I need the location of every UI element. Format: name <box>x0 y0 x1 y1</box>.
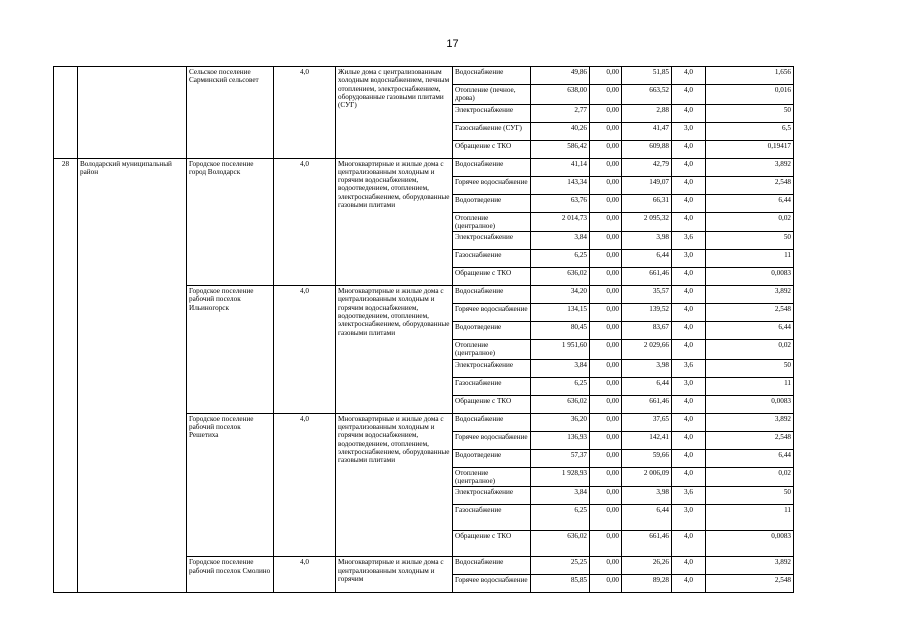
zero-value: 0,00 <box>590 85 622 105</box>
new-tariff-value: 26,26 <box>622 557 672 575</box>
service-cell: Обращение с ТКО <box>453 268 531 286</box>
district-cell <box>78 67 187 159</box>
new-tariff-value: 2 029,66 <box>622 340 672 360</box>
service-cell: Отопление (централное) <box>453 340 531 360</box>
service-cell: Водоснабжение <box>453 413 531 431</box>
tariff-value: 1 928,93 <box>531 467 590 487</box>
norm-value: 50 <box>706 359 794 377</box>
service-cell: Водоотведение <box>453 322 531 340</box>
index-cell: 4,0 <box>274 158 336 286</box>
new-tariff-value: 83,67 <box>622 322 672 340</box>
index-cell: 4,0 <box>274 413 336 557</box>
new-tariff-value: 41,47 <box>622 122 672 140</box>
percent-value: 4,0 <box>672 304 706 322</box>
service-cell: Электроснабжение <box>453 487 531 505</box>
percent-value: 4,0 <box>672 413 706 431</box>
percent-value: 4,0 <box>672 431 706 449</box>
percent-value: 4,0 <box>672 575 706 593</box>
percent-value: 4,0 <box>672 212 706 232</box>
tariff-value: 134,15 <box>531 304 590 322</box>
tariff-value: 6,25 <box>531 377 590 395</box>
zero-value: 0,00 <box>590 505 622 531</box>
percent-value: 4,0 <box>672 286 706 304</box>
service-cell: Горячее водоснабжение <box>453 304 531 322</box>
zero-value: 0,00 <box>590 286 622 304</box>
tariff-value: 6,25 <box>531 250 590 268</box>
zero-value: 0,00 <box>590 575 622 593</box>
service-cell: Электроснабжение <box>453 232 531 250</box>
tariff-table <box>53 66 794 593</box>
zero-value: 0,00 <box>590 158 622 176</box>
norm-value: 6,5 <box>706 122 794 140</box>
percent-value: 4,0 <box>672 531 706 557</box>
norm-value: 3,892 <box>706 557 794 575</box>
percent-value: 4,0 <box>672 176 706 194</box>
percent-value: 4,0 <box>672 104 706 122</box>
tariff-value: 136,93 <box>531 431 590 449</box>
service-cell: Газоснабжение <box>453 505 531 531</box>
zero-value: 0,00 <box>590 413 622 431</box>
tariff-value: 36,20 <box>531 413 590 431</box>
table-row <box>54 67 794 85</box>
norm-value: 2,548 <box>706 575 794 593</box>
tariff-value: 2 014,73 <box>531 212 590 232</box>
tariff-value: 143,34 <box>531 176 590 194</box>
tariff-value: 586,42 <box>531 140 590 158</box>
tariff-value: 40,26 <box>531 122 590 140</box>
percent-value: 4,0 <box>672 340 706 360</box>
service-cell: Водоотведение <box>453 449 531 467</box>
zero-value: 0,00 <box>590 359 622 377</box>
row-number-cell: 28 <box>54 158 78 593</box>
zero-value: 0,00 <box>590 268 622 286</box>
tariff-value: 49,86 <box>531 67 590 85</box>
zero-value: 0,00 <box>590 340 622 360</box>
zero-value: 0,00 <box>590 377 622 395</box>
zero-value: 0,00 <box>590 304 622 322</box>
service-cell: Отопление (централное) <box>453 467 531 487</box>
tariff-value: 3,84 <box>531 232 590 250</box>
service-cell: Газоснабжение (СУГ) <box>453 122 531 140</box>
new-tariff-value: 2 095,32 <box>622 212 672 232</box>
tariff-value: 34,20 <box>531 286 590 304</box>
zero-value: 0,00 <box>590 140 622 158</box>
settlement-cell: Городское поселение рабочий поселок Ильиногорск <box>187 286 274 414</box>
service-cell: Газоснабжение <box>453 377 531 395</box>
new-tariff-value: 609,88 <box>622 140 672 158</box>
service-cell: Обращение с ТКО <box>453 531 531 557</box>
percent-value: 3,0 <box>672 122 706 140</box>
tariff-value: 638,00 <box>531 85 590 105</box>
new-tariff-value: 2 006,09 <box>622 467 672 487</box>
new-tariff-value: 89,28 <box>622 575 672 593</box>
service-cell: Горячее водоснабжение <box>453 176 531 194</box>
service-cell: Отопление (централное) <box>453 212 531 232</box>
tariff-value: 85,85 <box>531 575 590 593</box>
tariff-value: 25,25 <box>531 557 590 575</box>
norm-value: 1,656 <box>706 67 794 85</box>
tariff-value: 636,02 <box>531 268 590 286</box>
service-cell: Горячее водоснабжение <box>453 431 531 449</box>
service-cell: Обращение с ТКО <box>453 395 531 413</box>
row-number-cell <box>54 67 78 159</box>
norm-value: 3,892 <box>706 413 794 431</box>
housing-cell: Жилые дома с централизованным холодным водоснабжением, печным отоплением, электроснабжением, оборудованные газовыми плитами (СУГ) <box>336 67 453 159</box>
index-cell: 4,0 <box>274 557 336 593</box>
norm-value: 0,0083 <box>706 395 794 413</box>
percent-value: 4,0 <box>672 85 706 105</box>
tariff-value: 80,45 <box>531 322 590 340</box>
zero-value: 0,00 <box>590 122 622 140</box>
norm-value: 11 <box>706 250 794 268</box>
tariff-value: 2,77 <box>531 104 590 122</box>
zero-value: 0,00 <box>590 449 622 467</box>
norm-value: 0,02 <box>706 467 794 487</box>
table-row <box>54 158 794 176</box>
zero-value: 0,00 <box>590 557 622 575</box>
index-cell: 4,0 <box>274 67 336 159</box>
norm-value: 0,0083 <box>706 268 794 286</box>
percent-value: 4,0 <box>672 268 706 286</box>
norm-value: 50 <box>706 104 794 122</box>
percent-value: 3,6 <box>672 232 706 250</box>
new-tariff-value: 149,07 <box>622 176 672 194</box>
new-tariff-value: 35,57 <box>622 286 672 304</box>
tariff-value: 3,84 <box>531 487 590 505</box>
new-tariff-value: 3,98 <box>622 359 672 377</box>
zero-value: 0,00 <box>590 467 622 487</box>
service-cell: Отопление (печное, дрова) <box>453 85 531 105</box>
zero-value: 0,00 <box>590 176 622 194</box>
zero-value: 0,00 <box>590 212 622 232</box>
percent-value: 3,6 <box>672 359 706 377</box>
service-cell: Водоотведение <box>453 194 531 212</box>
norm-value: 6,44 <box>706 194 794 212</box>
tariff-value: 3,84 <box>531 359 590 377</box>
new-tariff-value: 42,79 <box>622 158 672 176</box>
service-cell: Водоснабжение <box>453 557 531 575</box>
housing-cell: Многоквартирные и жилые дома с централизованным холодным и горячим водоснабжением, водоотведением, отоплением, электроснабжением, оборудованные газовыми плитами <box>336 286 453 414</box>
settlement-cell: Сельское поселение Сарминский сельсовет <box>187 67 274 159</box>
new-tariff-value: 139,52 <box>622 304 672 322</box>
norm-value: 0,02 <box>706 340 794 360</box>
norm-value: 0,0083 <box>706 531 794 557</box>
housing-cell: Многоквартирные и жилые дома с централизованным холодным и горячим <box>336 557 453 593</box>
new-tariff-value: 3,98 <box>622 487 672 505</box>
percent-value: 4,0 <box>672 158 706 176</box>
norm-value: 0,02 <box>706 212 794 232</box>
zero-value: 0,00 <box>590 431 622 449</box>
zero-value: 0,00 <box>590 194 622 212</box>
tariff-value: 63,76 <box>531 194 590 212</box>
percent-value: 4,0 <box>672 449 706 467</box>
zero-value: 0,00 <box>590 104 622 122</box>
page-number: 17 <box>446 38 459 50</box>
percent-value: 4,0 <box>672 67 706 85</box>
new-tariff-value: 3,98 <box>622 232 672 250</box>
tariff-value: 6,25 <box>531 505 590 531</box>
zero-value: 0,00 <box>590 232 622 250</box>
service-cell: Водоснабжение <box>453 158 531 176</box>
norm-value: 2,548 <box>706 304 794 322</box>
percent-value: 3,0 <box>672 505 706 531</box>
norm-value: 50 <box>706 232 794 250</box>
percent-value: 4,0 <box>672 194 706 212</box>
zero-value: 0,00 <box>590 322 622 340</box>
new-tariff-value: 6,44 <box>622 250 672 268</box>
housing-cell: Многоквартирные и жилые дома с централизованным холодным и горячим водоснабжением, водоотведением, отоплением, электроснабжением, оборудованные газовыми плитами <box>336 413 453 557</box>
service-cell: Газоснабжение <box>453 250 531 268</box>
new-tariff-value: 66,31 <box>622 194 672 212</box>
tariff-value: 1 951,60 <box>531 340 590 360</box>
norm-value: 0,19417 <box>706 140 794 158</box>
norm-value: 2,548 <box>706 431 794 449</box>
zero-value: 0,00 <box>590 250 622 268</box>
tariff-value: 636,02 <box>531 531 590 557</box>
service-cell: Электроснабжение <box>453 104 531 122</box>
service-cell: Обращение с ТКО <box>453 140 531 158</box>
zero-value: 0,00 <box>590 395 622 413</box>
norm-value: 50 <box>706 487 794 505</box>
percent-value: 4,0 <box>672 322 706 340</box>
new-tariff-value: 6,44 <box>622 377 672 395</box>
norm-value: 3,892 <box>706 158 794 176</box>
settlement-cell: Городское поселение город Володарск <box>187 158 274 286</box>
percent-value: 3,0 <box>672 377 706 395</box>
percent-value: 3,6 <box>672 487 706 505</box>
new-tariff-value: 661,46 <box>622 395 672 413</box>
index-cell: 4,0 <box>274 286 336 414</box>
tariff-value: 41,14 <box>531 158 590 176</box>
tariff-value: 57,37 <box>531 449 590 467</box>
zero-value: 0,00 <box>590 531 622 557</box>
new-tariff-value: 142,41 <box>622 431 672 449</box>
tariff-value: 636,02 <box>531 395 590 413</box>
new-tariff-value: 2,88 <box>622 104 672 122</box>
new-tariff-value: 663,52 <box>622 85 672 105</box>
percent-value: 4,0 <box>672 395 706 413</box>
new-tariff-value: 59,66 <box>622 449 672 467</box>
service-cell: Электроснабжение <box>453 359 531 377</box>
housing-cell: Многоквартирные и жилые дома с централизованным холодным и горячим водоснабжением, водоотведением, отоплением, электроснабжением, оборудованные газовыми плитами <box>336 158 453 286</box>
percent-value: 3,0 <box>672 250 706 268</box>
new-tariff-value: 661,46 <box>622 268 672 286</box>
settlement-cell: Городское поселение рабочий поселок Решетиха <box>187 413 274 557</box>
service-cell: Водоснабжение <box>453 286 531 304</box>
service-cell: Водоснабжение <box>453 67 531 85</box>
norm-value: 3,892 <box>706 286 794 304</box>
norm-value: 11 <box>706 505 794 531</box>
new-tariff-value: 6,44 <box>622 505 672 531</box>
percent-value: 4,0 <box>672 557 706 575</box>
norm-value: 2,548 <box>706 176 794 194</box>
new-tariff-value: 37,65 <box>622 413 672 431</box>
norm-value: 11 <box>706 377 794 395</box>
new-tariff-value: 661,46 <box>622 531 672 557</box>
zero-value: 0,00 <box>590 487 622 505</box>
norm-value: 0,016 <box>706 85 794 105</box>
norm-value: 6,44 <box>706 449 794 467</box>
new-tariff-value: 51,85 <box>622 67 672 85</box>
district-cell: Володарский муниципальный район <box>78 158 187 593</box>
norm-value: 6,44 <box>706 322 794 340</box>
settlement-cell: Городское поселение рабочий поселок Смолино <box>187 557 274 593</box>
tariff-table-body <box>54 67 794 593</box>
service-cell: Горячее водоснабжение <box>453 575 531 593</box>
percent-value: 4,0 <box>672 467 706 487</box>
zero-value: 0,00 <box>590 67 622 85</box>
percent-value: 4,0 <box>672 140 706 158</box>
